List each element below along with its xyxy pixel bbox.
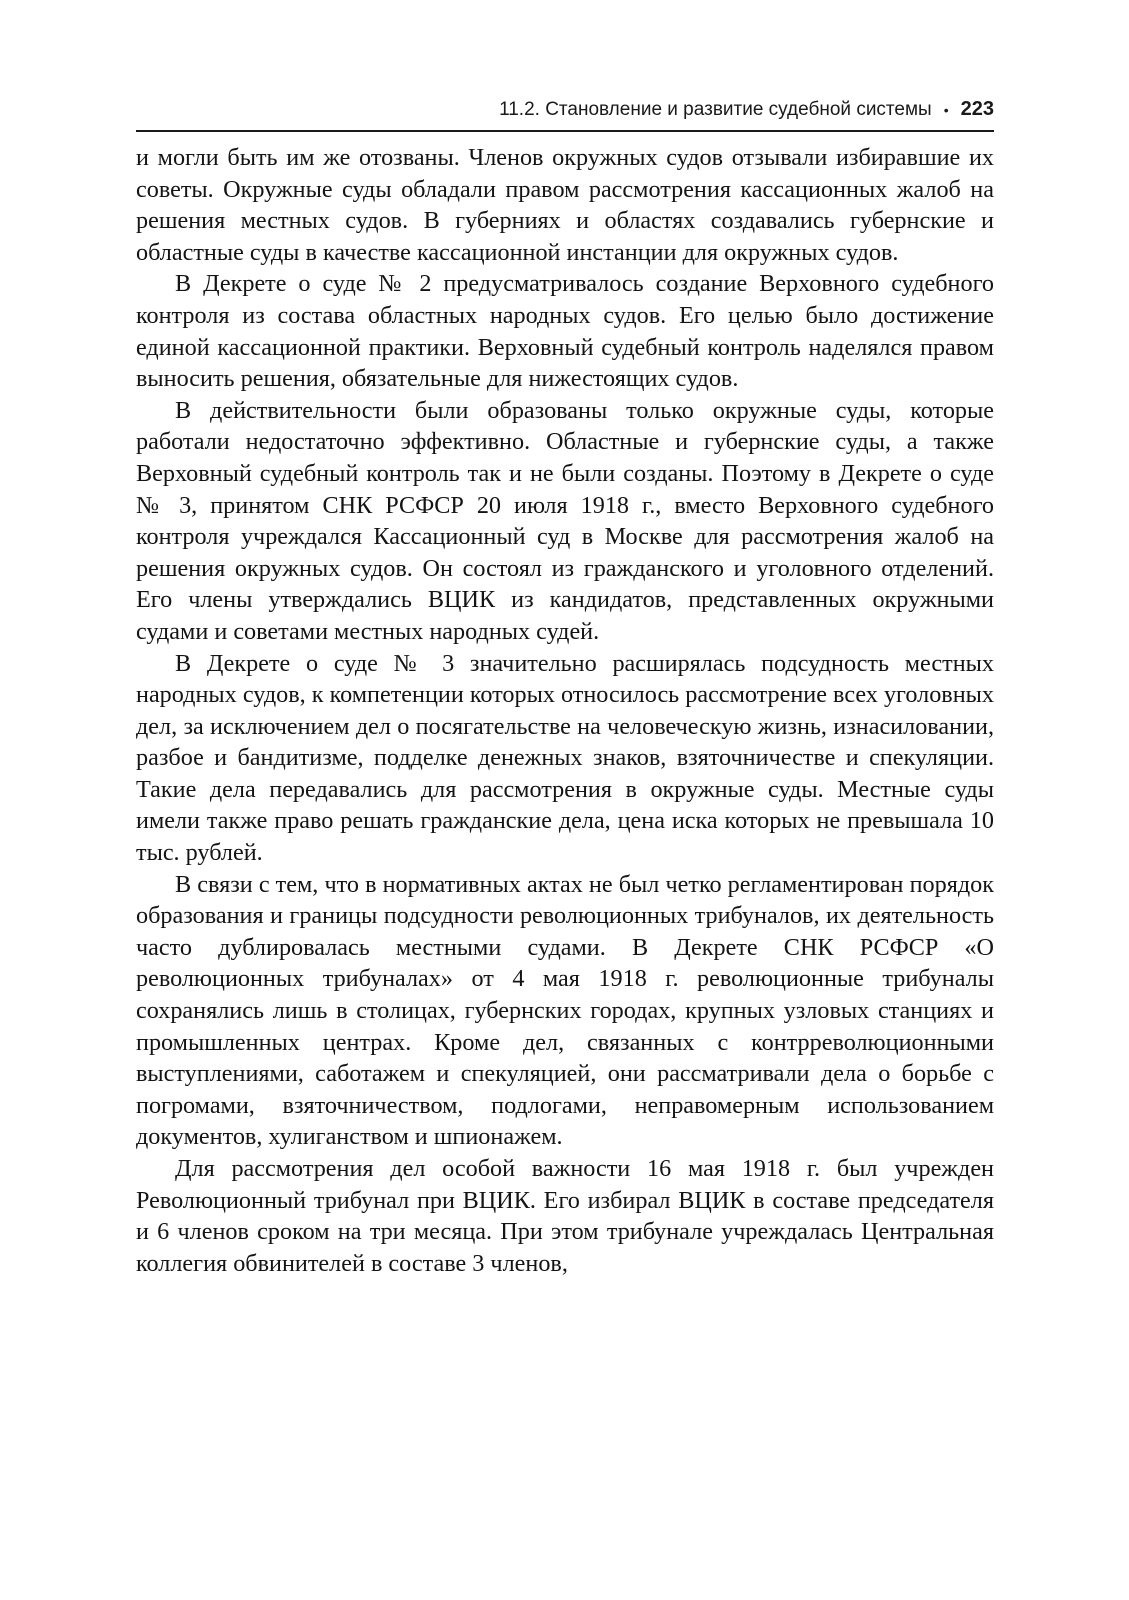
bullet-separator: • (943, 102, 949, 118)
paragraph-continued: и могли быть им же отозваны. Членов окружных судов отзывали избиравшие их советы. Окружные суды обладали правом рассмотрения кассационных жалоб на решения местных судов. В губерниях и областях создавались губернские и областные суды в качестве кассационной инстанции для окружных судов. (136, 144, 994, 266)
paragraph: В связи с тем, что в нормативных актах не был четко регламентирован порядок образования и границы подсудности революционных трибуналов, их деятельность часто дублировалась местными судами. В Декрете СНК РСФСР «О революционных трибуналах» от 4 мая 1918 г. революционные трибуналы сохранялись лишь в столицах, губернских городах, крупных узловых станциях и промышленных центрах. Кроме дел, связанных с контрреволюционными выступлениями, саботажем и спекуляцией, они рассматривали дела о борьбе с погромами, взяточничеством, подлогами, неправомерным использованием документов, хулиганством и шпионажем. (136, 870, 994, 1151)
running-header (136, 98, 994, 132)
paragraph: Для рассмотрения дел особой важности 16 мая 1918 г. был учрежден Революционный трибунал при ВЦИК. Его избирал ВЦИК в составе председателя и 6 членов сроком на три месяца. При этом трибунале учреждалась Центральная коллегия обвинителей в составе 3 членов, (136, 1155, 994, 1277)
paragraph: В действительности были образованы только окружные суды, которые работали недостаточно эффективно. Областные и губернские суды, а также Верховный судебный контроль так и не были созданы. Поэтому в Декрете о суде № 3, принятом СНК РСФСР 20 июля 1918 г., вместо Верховного судебного контроля учреждался Кассационный суд в Москве для рассмотрения жалоб на решения окружных судов. Он состоял из гражданского и уголовного отделений. Его члены утверждались ВЦИК из кандидатов, представленных окружными судами и советами местных народных судей. (136, 396, 994, 645)
paragraph: В Декрете о суде № 3 значительно расширялась подсудность местных народных судов, к компетенции которых относилось рассмотрение всех уголовных дел, за исключением дел о посягательстве на человеческую жизнь, изнасиловании, разбое и бандитизме, подделке денежных знаков, взяточничестве и спекуляции. Такие дела передавались для рассмотрения в окружные суды. Местные суды имели также право решать гражданские дела, цена иска которых не превышала 10 тыс. рублей. (136, 649, 994, 867)
section-title: 11.2. Становление и развитие судебной системы (499, 99, 932, 120)
page-number: 223 (960, 98, 994, 120)
paragraph: В Декрете о суде № 2 предусматривалось создание Верховного судебного контроля из состава областных народных судов. Его целью было достижение единой кассационной практики. Верховный судебный контроль наделялся правом выносить решения, обязательные для нижестоящих судов. (136, 270, 994, 393)
book-page (136, 98, 994, 1279)
body-text (136, 142, 994, 1279)
